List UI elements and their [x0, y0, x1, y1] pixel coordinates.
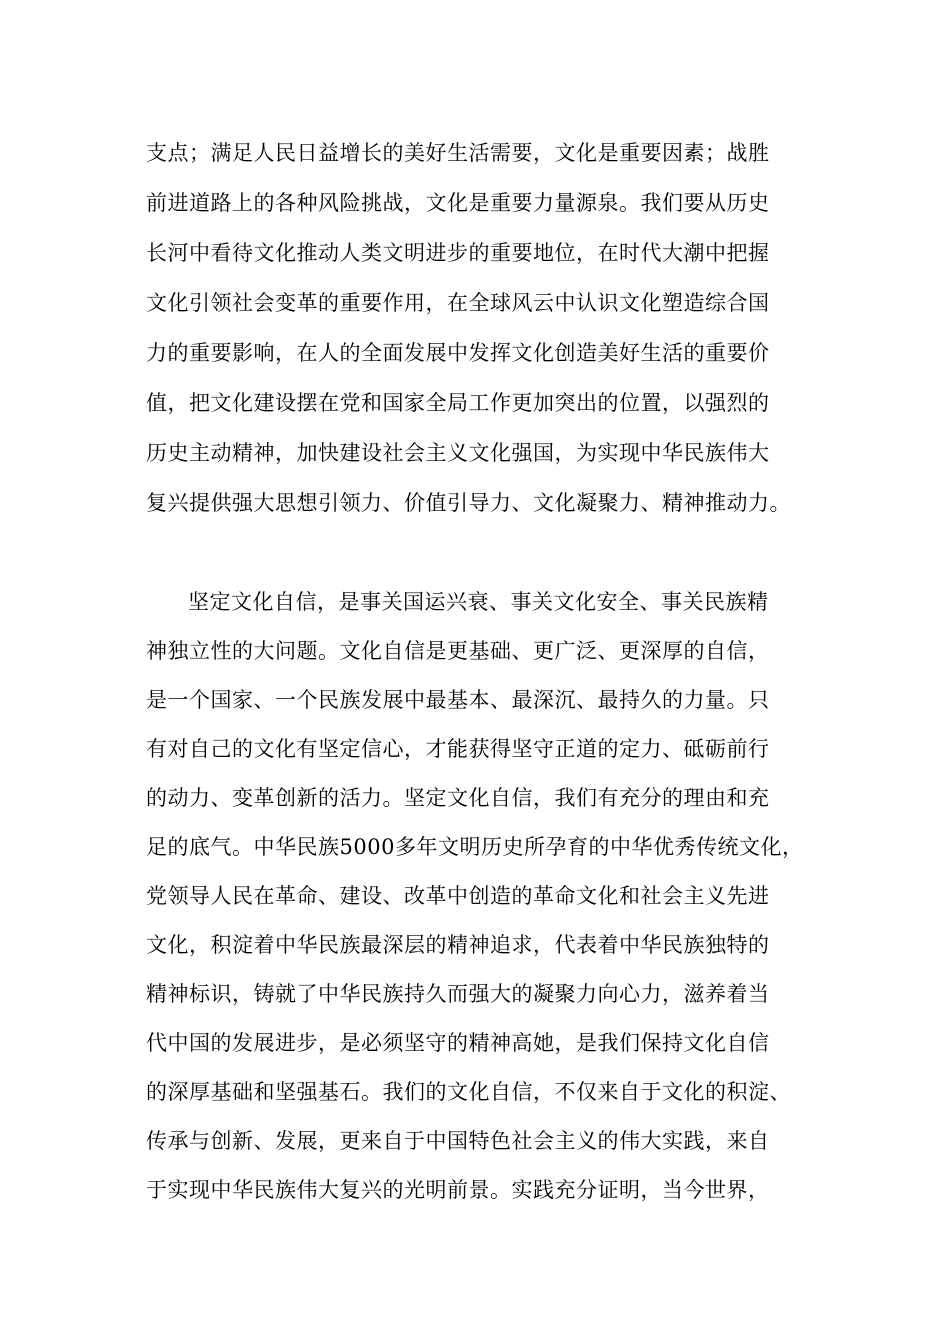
text-line: 长河中看待文化推动人类文明进步的重要地位，在时代大潮中把握	[146, 241, 770, 265]
text-line: 复兴提供强大思想引领力、价值引导力、文化凝聚力、精神推动力。	[146, 491, 791, 515]
text-line: 的深厚基础和坚强基石。我们的文化自信，不仅来自于文化的积淀、	[146, 1080, 791, 1104]
text-line: 是一个国家、一个民族发展中最基本、最深沉、最持久的力量。只	[146, 688, 770, 712]
text-line: 前进道路上的各种风险挑战，文化是重要力量源泉。我们要从历史	[146, 191, 770, 215]
text-line: 历史主动精神，加快建设社会主义文化强国，为实现中华民族伟大	[146, 441, 770, 465]
text-line: 代中国的发展进步，是必须坚守的精神高她，是我们保持文化自信	[146, 1031, 770, 1055]
text-line: 足的底气。中华民族5000多年文明历史所孕育的中华优秀传统文化，	[146, 835, 804, 859]
text-line: 值，把文化建设摆在党和国家全局工作更加突出的位置，以强烈的	[146, 391, 770, 415]
text-line: 力的重要影响，在人的全面发展中发挥文化创造美好生活的重要价	[146, 341, 770, 365]
text-line: 文化引领社会变革的重要作用，在全球风云中认识文化塑造综合国	[146, 291, 770, 315]
text-line: 于实现中华民族伟大复兴的光明前景。实践充分证明，当今世界，	[146, 1178, 770, 1202]
text-line: 有对自己的文化有坚定信心，才能获得坚守正道的定力、砥砺前行	[146, 737, 770, 761]
text-line: 的动力、变革创新的活力。坚定文化自信，我们有充分的理由和充	[146, 786, 770, 810]
text-line: 党领导人民在革命、建设、改革中创造的革命文化和社会主义先进	[146, 884, 770, 908]
text-line: 精神标识，铸就了中华民族持久而强大的凝聚力向心力，滋养着当	[146, 982, 770, 1006]
text-line: 神独立性的大问题。文化自信是更基础、更广泛、更深厚的自信，	[146, 639, 770, 663]
text-line: 文化，积淀着中华民族最深层的精神追求，代表着中华民族独特的	[146, 933, 770, 957]
text-line: 支点；满足人民日益增长的美好生活需要，文化是重要因素；战胜	[146, 141, 770, 165]
text-line: 传承与创新、发展，更来自于中国特色社会主义的伟大实践，来自	[146, 1129, 770, 1153]
text-line: 坚定文化自信，是事关国运兴衰、事关文化安全、事关民族精	[188, 590, 769, 614]
